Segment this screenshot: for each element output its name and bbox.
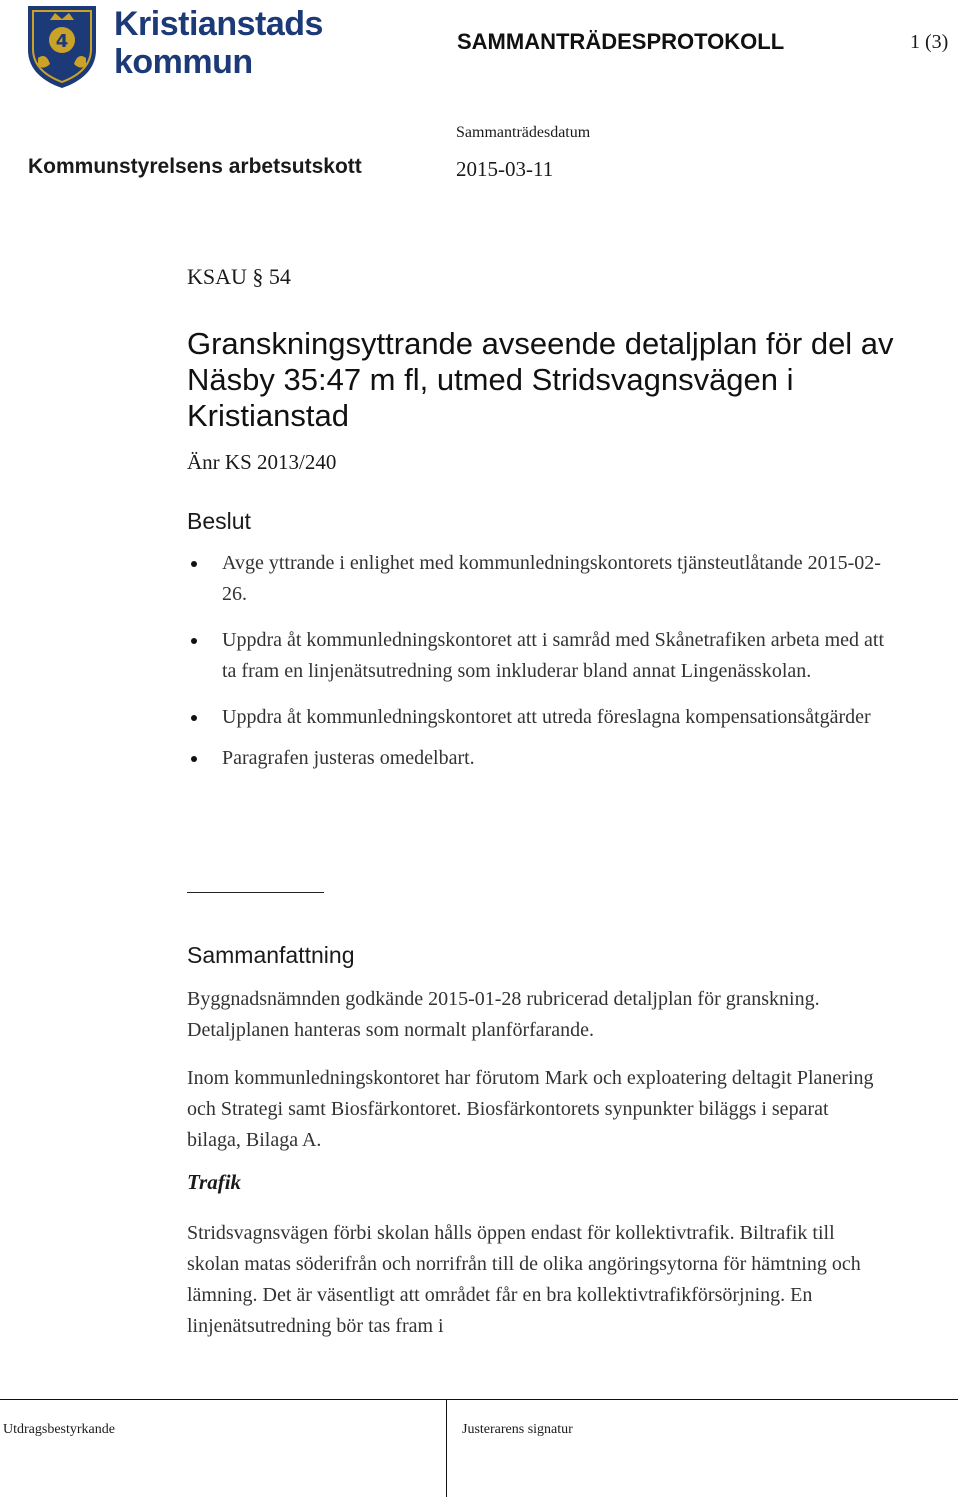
list-item-text: Paragrafen justeras omedelbart. (222, 747, 475, 769)
coat-of-arms-icon (22, 0, 102, 88)
page-number: 1 (3) (910, 31, 949, 53)
signature-label: Justerarens signatur (462, 1422, 573, 1437)
bullet-icon (191, 638, 197, 644)
case-number: Änr KS 2013/240 (187, 450, 337, 474)
list-item (187, 548, 887, 610)
section-divider (187, 892, 324, 893)
traffic-subheading: Trafik (187, 1170, 242, 1194)
logo-wordmark (114, 2, 323, 84)
decision-list (187, 548, 887, 774)
bullet-icon (191, 715, 197, 721)
logo-line-2: kommun (114, 43, 253, 81)
meeting-date: 2015-03-11 (456, 157, 554, 181)
summary-paragraph-2: Inom kommunledningskontoret har förutom Mark och exploatering deltagit Planering och Strategi samt Biosfärkontoret. Biosfärkontorets synpunkter biläggs i separat bilaga, Bilaga A. (187, 1067, 874, 1151)
page-title: Granskningsyttrande avseende detaljplan för del av Näsby 35:47 m fl, utmed Stridsvagnsvägen i Kristianstad (187, 326, 894, 433)
footer-separator (446, 1400, 447, 1497)
footer-divider (0, 1399, 958, 1400)
paragraph-number: KSAU § 54 (187, 264, 291, 289)
list-item (187, 625, 887, 687)
committee-name: Kommunstyrelsens arbetsutskott (28, 155, 362, 178)
decision-heading: Beslut (187, 508, 251, 534)
municipality-logo (22, 0, 323, 90)
list-item-text: Uppdra åt kommunledningskontoret att i samråd med Skånetrafiken arbeta med att ta fram en linjenätsutredning som inkluderar bland annat Lingenässkolan. (222, 629, 885, 682)
summary-heading: Sammanfattning (187, 942, 355, 968)
list-item (187, 702, 887, 733)
logo-line-1: Kristianstads (114, 5, 323, 43)
certification-label: Utdragsbestyrkande (3, 1422, 115, 1437)
summary-paragraph-1: Byggnadsnämnden godkände 2015-01-28 rubricerad detaljplan för granskning. Detaljplanen hanteras som normalt planförfarande. (187, 988, 820, 1041)
list-item (187, 743, 887, 774)
list-item-text: Uppdra åt kommunledningskontoret att utreda föreslagna kompensationsåtgärder (222, 706, 871, 728)
list-item-text: Avge yttrande i enlighet med kommunledningskontorets tjänsteutlåtande 2015-02-26. (222, 552, 881, 605)
document-type: SAMMANTRÄDESPROTOKOLL (457, 29, 785, 54)
bullet-icon (191, 561, 197, 567)
svg-text:4: 4 (55, 31, 69, 52)
bullet-icon (191, 756, 197, 762)
meeting-date-label: Sammanträdesdatum (456, 124, 591, 141)
traffic-paragraph: Stridsvagnsvägen förbi skolan hålls öppen endast för kollektivtrafik. Biltrafik till skolan matas söderifrån och norrifrån till de olika angöringsytorna för hämtning och lämning. Det är väsentligt att området får en bra kollektivtrafikförsörjning. En linjenätsutredning bör tas fram i (187, 1222, 861, 1337)
